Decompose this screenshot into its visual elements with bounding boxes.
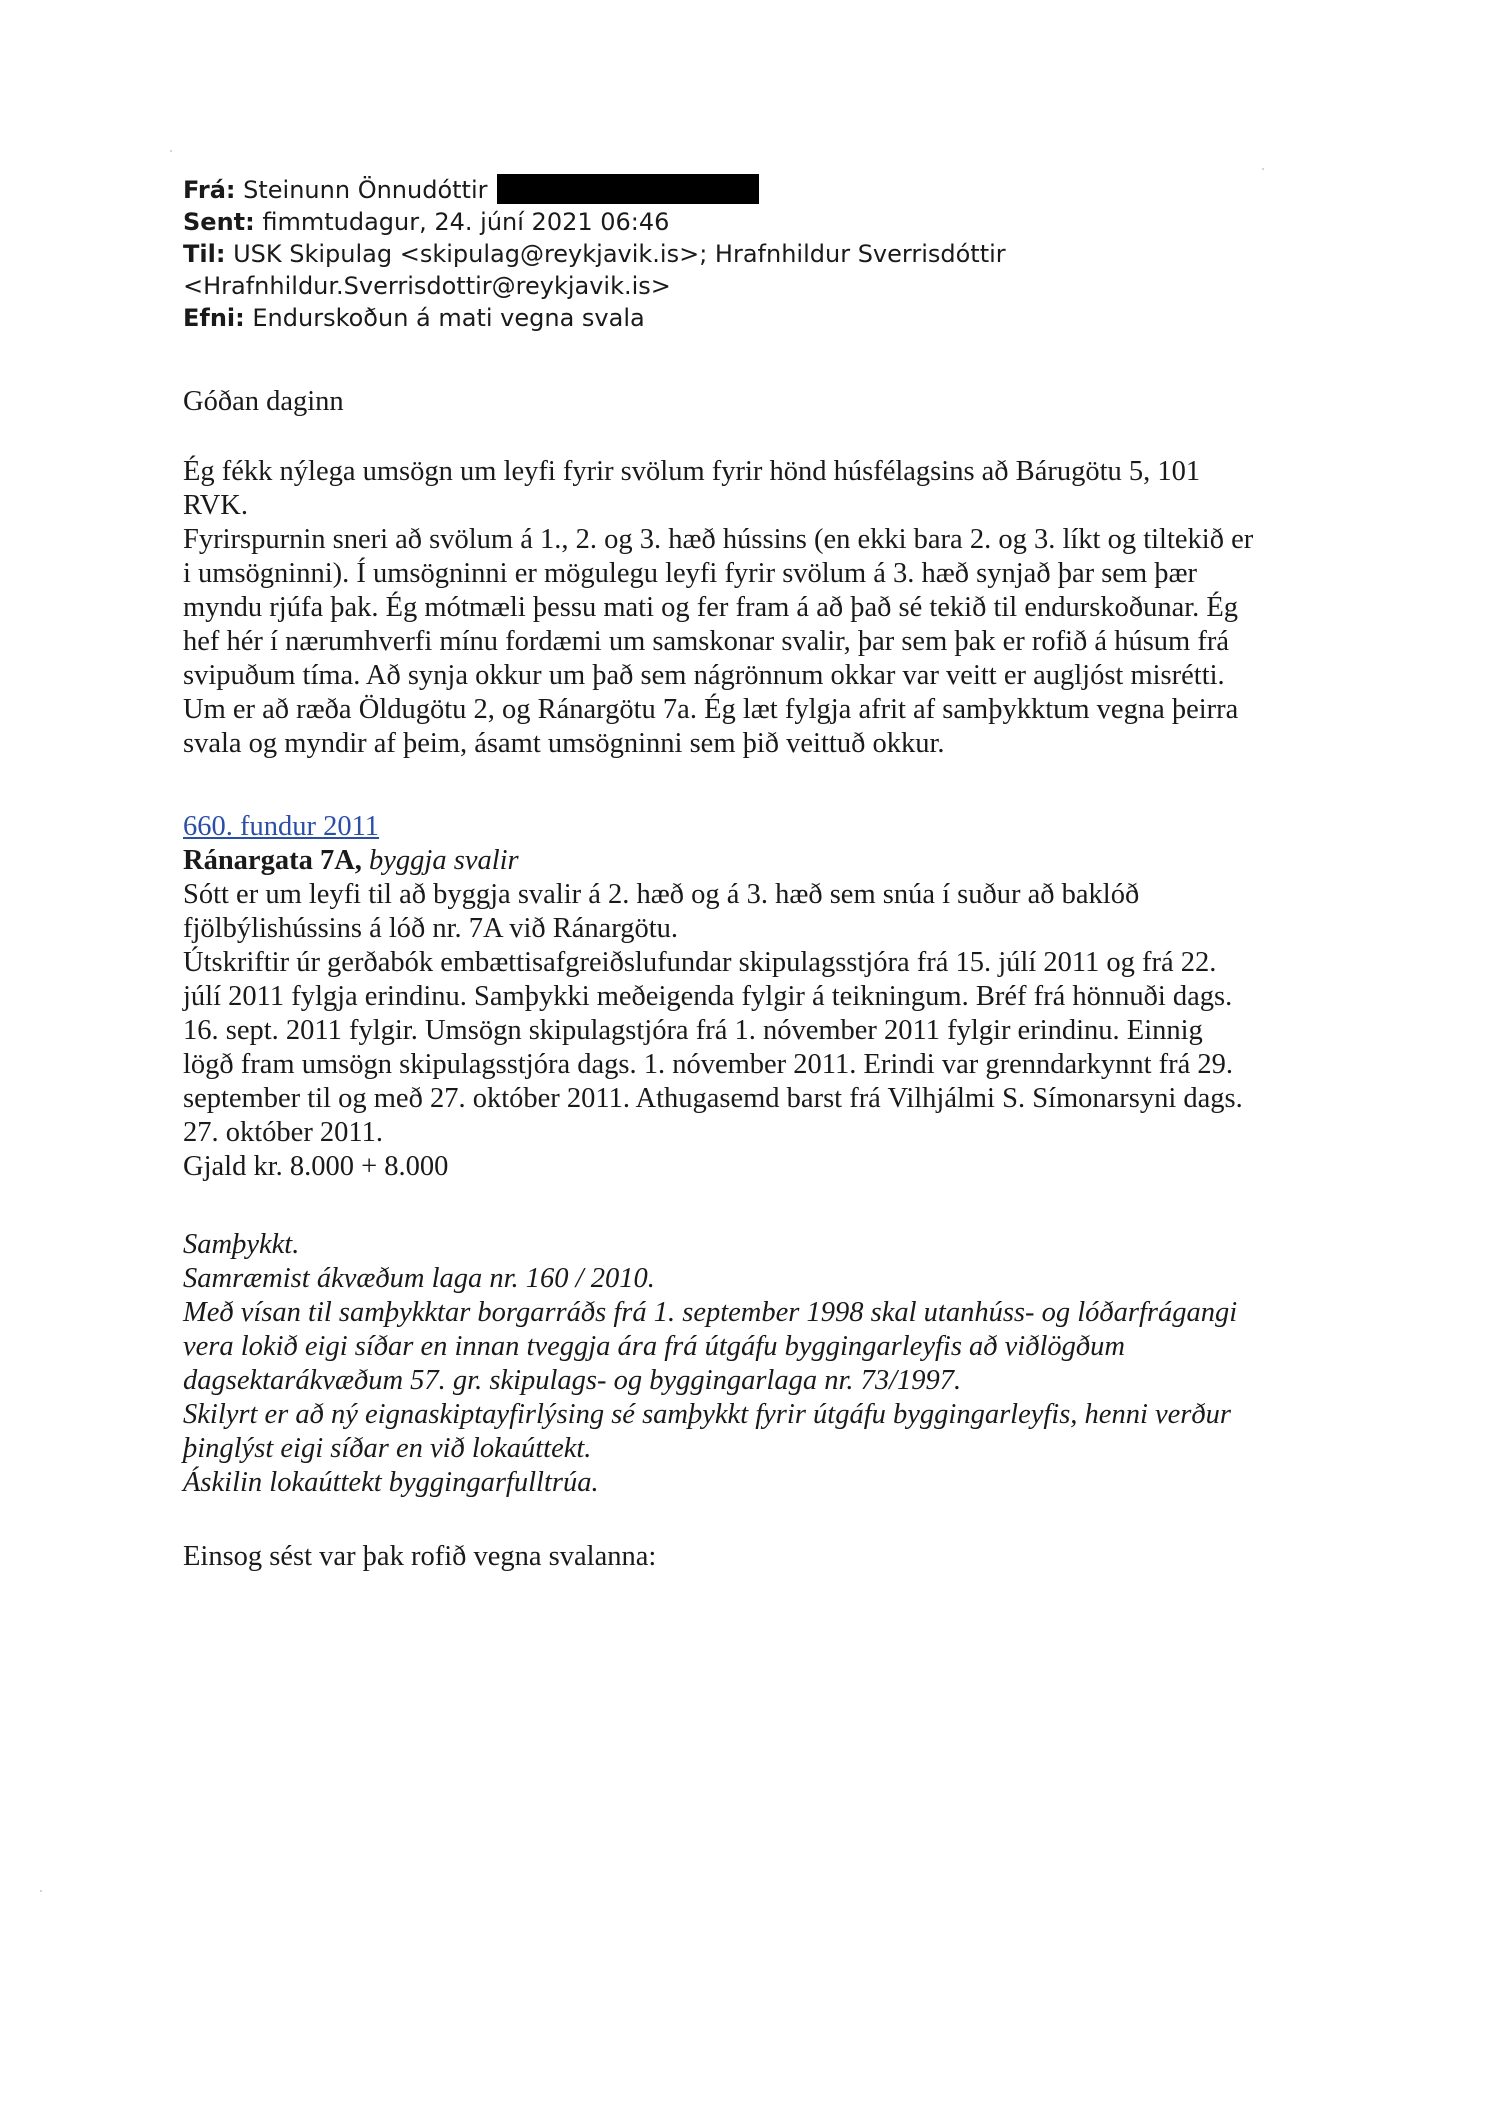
subject-value: Endurskoðun á mati vegna svala	[252, 304, 645, 332]
approval-line: Áskilin lokaúttekt byggingarfulltrúa.	[183, 1467, 599, 1498]
to-label: Til:	[183, 240, 226, 268]
meeting-line: Sótt er um leyfi til að byggja svalir á 2. hæð og á 3. hæð sem snúa í suður að baklóð	[183, 879, 1140, 910]
approval-line: Með vísan til samþykktar borgarráðs frá 1. september 1998 skal utanhúss- og lóðarfrágangi	[183, 1297, 1238, 1328]
meeting-line: september til og með 27. október 2011. Athugasemd barst frá Vilhjálmi S. Símonarsyni dags.	[183, 1083, 1243, 1114]
paragraph-line: Um er að ræða Öldugötu 2, og Ránargötu 7a. Ég læt fylgja afrit af samþykktum vegna þeirra	[183, 694, 1239, 725]
to-value-continued: <Hrafnhildur.Sverrisdottir@reykjavik.is>	[183, 272, 671, 300]
scan-speck	[170, 150, 172, 152]
paragraph-line: RVK.	[183, 490, 249, 521]
sent-label: Sent:	[183, 208, 255, 236]
approval-line: Samþykkt.	[183, 1229, 300, 1260]
meeting-title-subject: byggja svalir	[369, 845, 519, 876]
approval-line: dagsektarákvæðum 57. gr. skipulags- og byggingarlaga nr. 73/1997.	[183, 1365, 962, 1396]
paragraph-line: Ég fékk nýlega umsögn um leyfi fyrir svölum fyrir hönd húsfélagsins að Bárugötu 5, 101	[183, 456, 1201, 487]
approval-line: Samræmist ákvæðum laga nr. 160 / 2010.	[183, 1263, 655, 1294]
approval-line: þinglýst eigi síðar en við lokaúttekt.	[183, 1433, 592, 1464]
main-paragraph	[183, 455, 1333, 761]
approval-line: Skilyrt er að ný eignaskiptayfirlýsing sé samþykkt fyrir útgáfu byggingarleyfis, henni verður	[183, 1399, 1231, 1430]
meeting-line: fjölbýlishússins á lóð nr. 7A við Ránargötu.	[183, 913, 679, 944]
paragraph-line: svipuðum tíma. Að synja okkur um það sem nágrönnum okkar var veitt er augljóst misrétti.	[183, 660, 1225, 691]
redaction-box	[497, 174, 759, 204]
meeting-excerpt	[183, 810, 1333, 1184]
meeting-line: 16. sept. 2011 fylgir. Umsögn skipulagstjóra frá 1. nóvember 2011 fylgir erindinu. Einnig	[183, 1015, 1203, 1046]
approval-section	[183, 1228, 1333, 1500]
paragraph-line: svala og myndir af þeim, ásamt umsögninni sem þið veittuð okkur.	[183, 728, 945, 759]
paragraph-line: i umsögninni). Í umsögninni er mögulegu leyfi fyrir svölum á 3. hæð synjað þar sem þær	[183, 558, 1198, 589]
sent-value: fimmtudagur, 24. júní 2021 06:46	[262, 208, 670, 236]
paragraph-line: hef hér í nærumhverfi mínu fordæmi um samskonar svalir, þar sem þak er rofið á húsum frá	[183, 626, 1229, 657]
meeting-line: lögð fram umsögn skipulagsstjóra dags. 1. nóvember 2011. Erindi var grenndarkynnt frá 29.	[183, 1049, 1234, 1080]
approval-line: vera lokið eigi síðar en innan tveggja ára frá útgáfu byggingarleyfis að viðlögðum	[183, 1331, 1125, 1362]
scan-speck	[1262, 168, 1264, 170]
meeting-line: Gjald kr. 8.000 + 8.000	[183, 1151, 449, 1182]
email-header	[183, 174, 1333, 334]
meeting-link[interactable]: 660. fundur 2011	[183, 811, 380, 842]
meeting-title	[183, 844, 1333, 878]
meeting-line: Útskriftir úr gerðabók embættisafgreiðslufundar skipulagsstjóra frá 15. júlí 2011 og frá 22.	[183, 947, 1217, 978]
subject-label: Efni:	[183, 304, 245, 332]
from-line	[183, 174, 1333, 206]
sent-line	[183, 206, 1333, 238]
meeting-title-address: Ránargata 7A,	[183, 845, 362, 876]
to-value: USK Skipulag <skipulag@reykjavik.is>; Hrafnhildur Sverrisdóttir	[233, 240, 1006, 268]
to-line-continued	[183, 270, 1333, 302]
meeting-line: júlí 2011 fylgja erindinu. Samþykki meðeigenda fylgir á teikningum. Bréf frá hönnuði dags.	[183, 981, 1233, 1012]
scan-speck	[40, 1890, 42, 1892]
greeting: Góðan daginn	[183, 386, 344, 417]
paragraph-line: myndu rjúfa þak. Ég mótmæli þessu mati og fer fram á að það sé tekið til endurskoðunar. Ég	[183, 592, 1239, 623]
from-label: Frá:	[183, 176, 236, 204]
subject-line	[183, 302, 1333, 334]
to-line	[183, 238, 1333, 270]
from-value: Steinunn Önnudóttir	[243, 176, 488, 204]
paragraph-line: Fyrirspurnin sneri að svölum á 1., 2. og 3. hæð hússins (en ekki bara 2. og 3. líkt og tiltekið er	[183, 524, 1254, 555]
closing-line: Einsog sést var þak rofið vegna svalanna:	[183, 1541, 657, 1572]
meeting-line: 27. október 2011.	[183, 1117, 384, 1148]
